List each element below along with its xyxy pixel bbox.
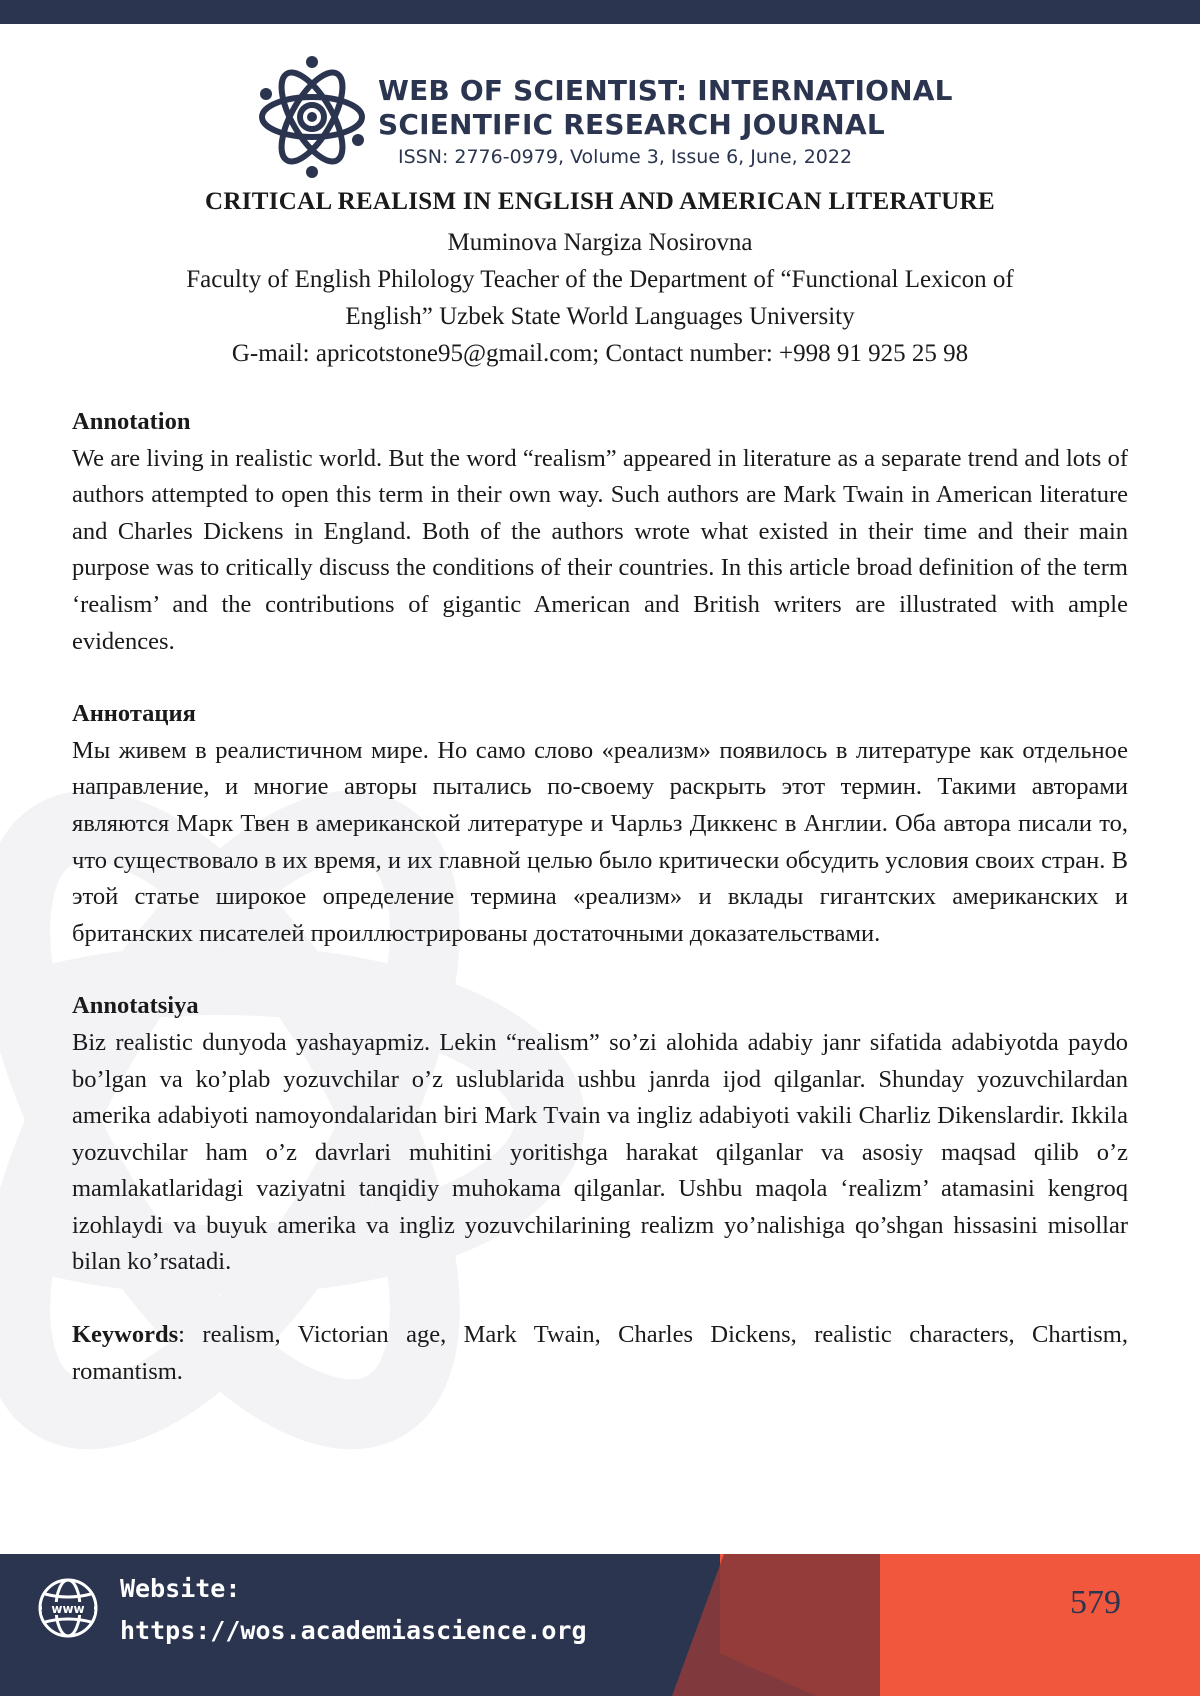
globe-www-icon <box>36 1576 100 1640</box>
byline <box>80 224 1120 372</box>
keywords-paragraph <box>72 1317 1128 1390</box>
footer-dark-shape <box>620 1554 880 1696</box>
annotation-en-text: We are living in realistic world. But the word “realism” appeared in literature as a separate trend and lots of authors attempted to open this term in their own way. Such authors are Mark Twain in American literature and Charles Dickens in England. Both of the authors wrote what existed in their time and their main purpose was to critically discuss the conditions of their countries. In this article broad definition of the term ‘realism’ and the contributions of gigantic American and British writers are illustrated with ample evidences. <box>72 444 1128 655</box>
atom-logo-icon <box>258 54 366 180</box>
journal-issn: ISSN: 2776-0979, Volume 3, Issue 6, June, 2022 <box>398 146 853 168</box>
keywords-text: : realism, Victorian age, Mark Twain, Charles Dickens, realistic characters, Chartism, romantism. <box>72 1321 1128 1385</box>
paper-title: CRITICAL REALISM IN ENGLISH AND AMERICAN LITERATURE <box>205 188 995 215</box>
page-footer <box>0 1554 1200 1696</box>
annotation-en-heading: Annotation <box>72 408 191 435</box>
svg-text:www: www <box>51 1602 85 1616</box>
journal-title <box>378 74 953 142</box>
journal-title-line1: WEB OF SCIENTIST: INTERNATIONAL <box>378 74 953 107</box>
website-link[interactable]: https://wos.academiascience.org <box>120 1616 587 1645</box>
annotation-ru-heading: Аннотация <box>72 700 196 728</box>
author-name: Muminova Nargiza Nosirovna <box>447 229 753 256</box>
annotation-ru-text: Мы живем в реалистичном мире. Но само слово «реализм» появилось в литературе как отдельное направление, и многие авторы пытались по-своему раскрыть этот термин. Такими авторами являются Марк Твен в американской литературе и Чарльз Диккенс в Англии. Оба автора писали то, что существовало в их время, и их главной целью было критически обсудить условия своих стран. В этой статье широкое определение термина «реализм» и вклады гигантских американских и британских писателей проиллюстрированы достаточными доказательствами. <box>72 736 1128 947</box>
contact-info: G-mail: apricotstone95@gmail.com; Contact number: +998 91 925 25 98 <box>231 340 969 367</box>
journal-masthead <box>258 54 958 184</box>
keywords-label: Keywords <box>72 1321 179 1349</box>
affiliation-line2: English” Uzbek State World Languages University <box>345 303 855 330</box>
page-number: 579 <box>1070 1584 1121 1621</box>
annotation-uz-heading: Annotatsiya <box>72 992 199 1020</box>
annotation-uz-text: Biz realistic dunyoda yashayapmiz. Lekin “realism” so’zi alohida adabiy janr sifatida adabiyotda paydo bo’lgan va ko’plab yozuvchilar o’z uslublarida ushbu janrda ijod qilganlar. Shunday yozuvchilardan amerika adabiyoti namoyondalaridan biri Mark Tvain va ingliz adabiyoti vakili Charliz Dikenslardir. Ikkila yozuvchilar ham o’z davrlari muhitini yoritishga harakat qilganlar va asosiy maqsad qilib o’z mamlakatlaridagi vaziyatni tanqidiy muhokama qilganlar. Ushbu maqola ‘realizm’ atamasini kengroq izohlaydi va buyuk amerika va ingliz yozuvchilarining realizm yo’nalishiga qo’shgan hissasini misollar bilan ko’rsatadi. <box>72 1028 1128 1276</box>
journal-title-line2: SCIENTIFIC RESEARCH JOURNAL <box>378 108 885 141</box>
website-label: Website: <box>120 1574 241 1603</box>
top-bar <box>0 0 1200 24</box>
article-body <box>72 404 1128 1426</box>
affiliation-line1: Faculty of English Philology Teacher of the Department of “Functional Lexicon of <box>186 266 1014 293</box>
